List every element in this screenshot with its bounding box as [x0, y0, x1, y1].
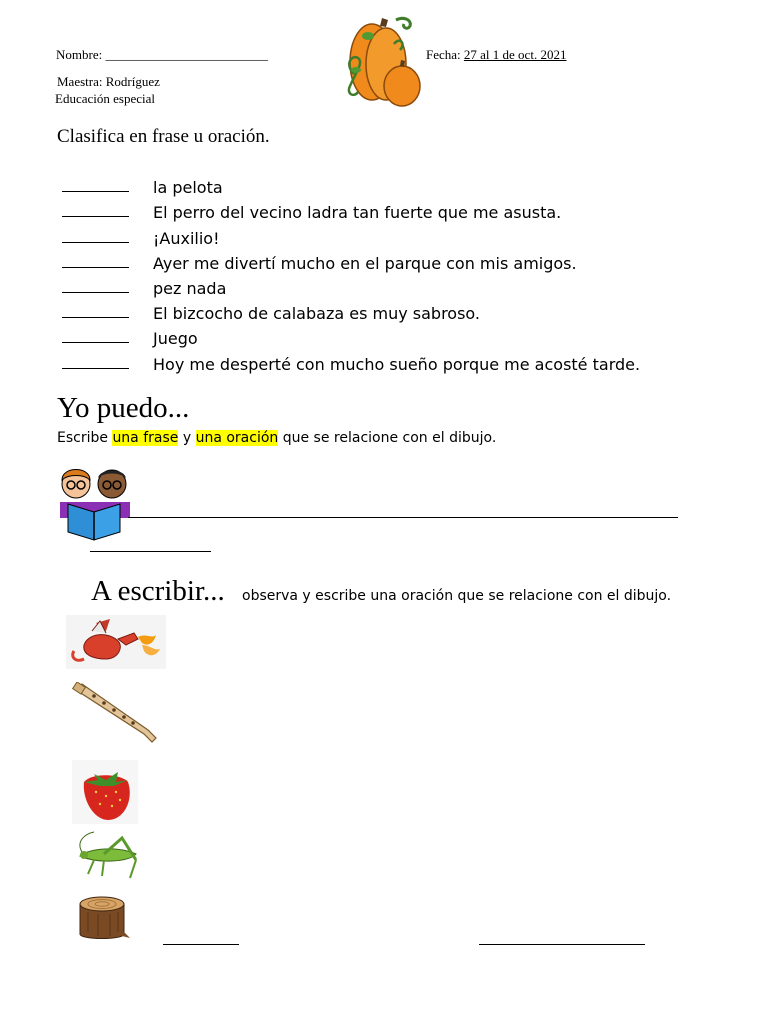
item-text: El bizcocho de calabaza es muy sabroso. — [153, 304, 481, 324]
a-escribir-instruction: observa y escribe una oración que se relacione con el dibujo. — [242, 588, 672, 604]
list-item — [62, 323, 702, 348]
tree-stump-icon — [74, 894, 132, 944]
list-item — [62, 298, 702, 323]
yo-sub-mid: y — [178, 430, 196, 446]
strawberry-icon — [72, 760, 138, 824]
list-item — [62, 248, 702, 273]
recorder-flute-icon — [70, 682, 160, 746]
item-text: Hoy me desperté con mucho sueño porque me acosté tarde. — [153, 354, 641, 374]
kids-reading-icon — [54, 462, 136, 542]
answer-line[interactable] — [90, 551, 211, 552]
nombre-blank: _________________________ — [105, 47, 268, 62]
answer-blank[interactable] — [62, 341, 129, 343]
answer-line[interactable] — [128, 517, 678, 518]
dragon-icon — [66, 615, 166, 669]
list-item — [62, 197, 702, 222]
item-text: Juego — [153, 329, 198, 349]
answer-blank[interactable] — [62, 266, 129, 268]
answer-line[interactable] — [479, 944, 645, 945]
maestra-text: Maestra: Rodríguez — [57, 74, 160, 89]
list-item — [62, 348, 702, 373]
fecha-field — [426, 47, 566, 63]
answer-line[interactable] — [163, 944, 239, 945]
grasshopper-icon — [74, 830, 146, 884]
fecha-label: Fecha: — [426, 47, 461, 62]
instruction-heading: Clasifica en frase u oración. — [57, 126, 270, 147]
classification-list — [62, 172, 702, 374]
nombre-label: Nombre: — [56, 47, 103, 62]
a-escribir-title: A escribir... — [91, 575, 225, 607]
item-text: ¡Auxilio! — [153, 228, 220, 248]
answer-blank[interactable] — [62, 215, 129, 217]
highlight-frase: una frase — [112, 430, 179, 446]
list-item — [62, 273, 702, 298]
highlight-oracion: una oración — [195, 430, 279, 446]
list-item — [62, 222, 702, 247]
item-text: la pelota — [153, 178, 223, 198]
item-text: El perro del vecino ladra tan fuerte que me asusta. — [153, 203, 562, 223]
answer-blank[interactable] — [62, 241, 129, 243]
yo-puedo-title: Yo puedo... — [57, 392, 190, 424]
nombre-field — [56, 47, 268, 63]
pumpkins-icon — [344, 14, 426, 108]
yo-puedo-instruction — [57, 430, 496, 446]
answer-blank[interactable] — [62, 291, 129, 293]
answer-blank[interactable] — [62, 190, 129, 192]
answer-blank[interactable] — [62, 367, 129, 369]
yo-sub-after: que se relacione con el dibujo. — [278, 430, 497, 446]
item-text: Ayer me divertí mucho en el parque con mis amigos. — [153, 253, 577, 273]
programa-text: Educación especial — [55, 91, 155, 106]
yo-sub-before: Escribe — [57, 430, 113, 446]
list-item — [62, 172, 702, 197]
answer-blank[interactable] — [62, 316, 129, 318]
item-text: pez nada — [153, 278, 227, 298]
fecha-value: 27 al 1 de oct. 2021 — [463, 47, 567, 62]
